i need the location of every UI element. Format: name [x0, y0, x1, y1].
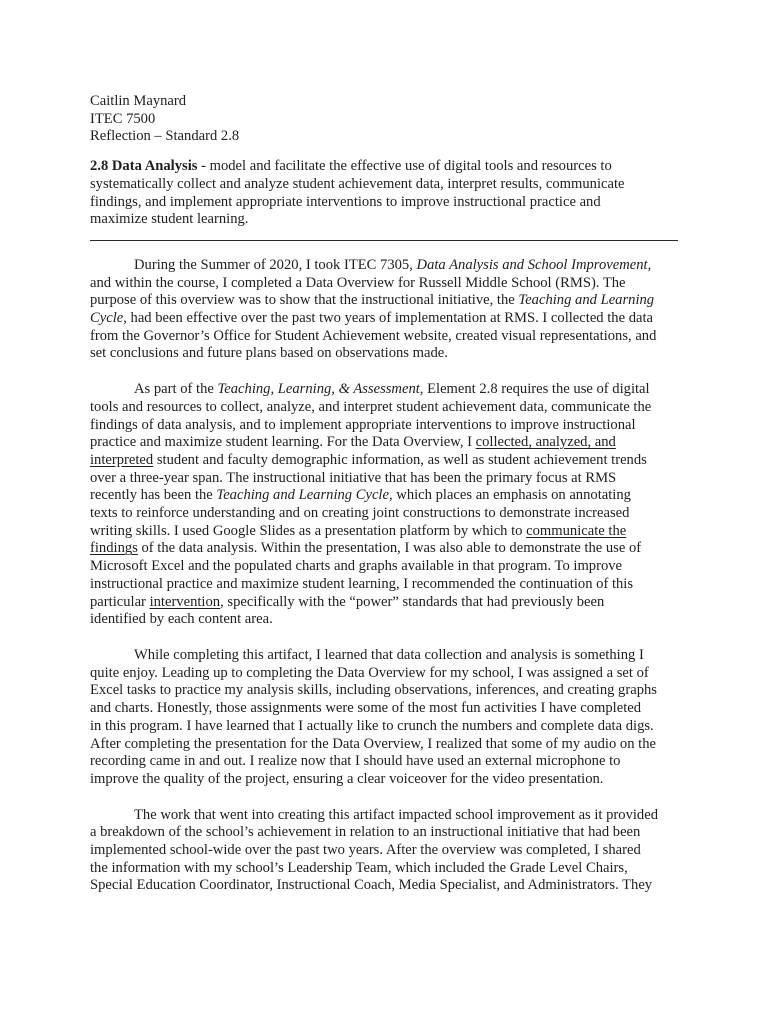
text-run: recording came in and out. I realize now that I should have used an external microphone to — [90, 753, 621, 770]
italic-text: Teaching and Learning Cycle, — [216, 487, 393, 504]
text-line — [90, 381, 678, 399]
text-line — [90, 842, 678, 860]
text-run: quite enjoy. Leading up to completing the Data Overview for my school, I was assigned a set of — [90, 664, 649, 681]
text-line — [90, 452, 678, 470]
standard-text: - model and facilitate the effective use of digital tools and resources to — [197, 158, 612, 175]
italic-text: Teaching, Learning, & Assessment, — [217, 381, 424, 398]
text-run: in this program. I have learned that I actually like to crunch the numbers and complete data digs. — [90, 717, 654, 734]
text-line — [90, 505, 678, 523]
text-line — [90, 594, 678, 612]
text-run: The work that went into creating this artifact impacted school improvement as it provided — [134, 806, 659, 823]
text-line — [90, 877, 678, 895]
text-line — [90, 718, 678, 736]
paragraph-summary — [90, 257, 678, 363]
text-line — [90, 292, 678, 310]
text-line — [90, 647, 678, 665]
text-run: Excel tasks to practice my analysis skills, including observations, inferences, and creating graphs — [90, 682, 657, 699]
text-run: , specifically with the “power” standards that had previously been — [220, 593, 605, 610]
underlined-text: findings — [90, 540, 138, 557]
standard-line — [90, 158, 678, 176]
standard-definition — [90, 158, 678, 229]
text-line — [90, 682, 678, 700]
text-line — [90, 558, 678, 576]
text-line — [90, 275, 678, 293]
text-line — [90, 257, 678, 275]
document-content — [90, 93, 678, 895]
text-run: , had been effective over the past two years of implementation at RMS. I collected the data — [123, 310, 654, 327]
text-line — [90, 576, 678, 594]
text-run: which places an emphasis on annotating — [392, 487, 631, 504]
standard-line: maximize student learning. — [90, 211, 249, 228]
text-line — [90, 611, 678, 629]
course-code: ITEC 7500 — [90, 110, 156, 127]
text-run: of the data analysis. Within the presentation, I was also able to demonstrate the use of — [137, 540, 642, 557]
text-run: tools and resources to collect, analyze, and interpret student achievement data, communicate the — [90, 398, 652, 415]
text-line — [90, 417, 678, 435]
text-run: Element 2.8 requires the use of digital — [423, 381, 650, 398]
text-line — [90, 523, 678, 541]
text-run: instructional practice and maximize student learning, I recommended the continuation of this — [90, 575, 634, 592]
italic-text: Cycle — [90, 310, 124, 327]
text-line — [90, 328, 678, 346]
text-run: and within the course, I completed a Data Overview for Russell Middle School (RMS). The — [90, 274, 626, 291]
text-line — [90, 310, 678, 328]
author-name: Caitlin Maynard — [90, 93, 187, 109]
underlined-text: interpreted — [90, 451, 154, 468]
standard-line: systematically collect and analyze student achievement data, interpret results, communicate — [90, 175, 625, 192]
text-run: and charts. Honestly, those assignments were some of the most fun activities I have completed — [90, 700, 642, 717]
text-run: While completing this artifact, I learned that data collection and analysis is something I — [134, 646, 644, 663]
text-line — [90, 399, 678, 417]
text-line — [90, 434, 678, 452]
text-run: recently has been the — [90, 487, 217, 504]
underlined-text: communicate the — [526, 522, 627, 539]
section-divider — [90, 240, 678, 241]
text-line — [90, 345, 678, 363]
text-line — [90, 860, 678, 878]
text-line — [90, 665, 678, 683]
text-run: writing skills. I used Google Slides as a presentation platform by which to — [90, 522, 527, 539]
document-title: Reflection – Standard 2.8 — [90, 128, 240, 145]
text-run: the information with my school’s Leadership Team, which included the Grade Level Chairs, — [90, 859, 628, 876]
underlined-text: collected, analyzed, and — [475, 434, 616, 451]
paragraph-impact — [90, 807, 678, 896]
text-line — [90, 753, 678, 771]
text-line — [90, 470, 678, 488]
standard-line: findings, and implement appropriate interventions to improve instructional practice and — [90, 193, 601, 210]
italic-text: Teaching and Learning — [518, 292, 655, 309]
text-run: During the Summer of 2020, I took ITEC 7305, — [134, 256, 417, 273]
text-run: As part of the — [134, 381, 218, 398]
text-run: set conclusions and future plans based on observations made. — [90, 345, 448, 362]
standard-label: 2.8 Data Analysis — [90, 158, 198, 175]
text-run: , — [647, 256, 652, 273]
text-line — [90, 700, 678, 718]
text-line — [90, 487, 678, 505]
paragraph-element-description — [90, 381, 678, 629]
text-run: texts to reinforce understanding and on creating joint constructions to demonstrate increased — [90, 505, 630, 522]
text-run: student and faculty demographic information, as well as student achievement trends — [153, 451, 647, 468]
text-line — [90, 807, 678, 825]
document-header — [90, 93, 678, 146]
italic-text: Data Analysis and School Improvement — [416, 256, 648, 273]
paragraph-learning — [90, 647, 678, 789]
text-run: findings of data analysis, and to implement appropriate interventions to improve instructional — [90, 416, 636, 433]
text-run: purpose of this overview was to show that the instructional initiative, the — [90, 292, 519, 309]
text-run: Special Education Coordinator, Instructional Coach, Media Specialist, and Administrators. They — [90, 877, 653, 894]
text-run: from the Governor’s Office for Student Achievement website, created visual representations, and — [90, 327, 657, 344]
text-run: Microsoft Excel and the populated charts and graphs available in that program. To improve — [90, 558, 623, 575]
text-run: identified by each content area. — [90, 611, 273, 628]
underlined-text: intervention — [149, 593, 221, 610]
text-run: implemented school-wide over the past two years. After the overview was completed, I shared — [90, 842, 641, 859]
text-run: After completing the presentation for the Data Overview, I realized that some of my audio on the — [90, 735, 656, 752]
text-run: particular — [90, 593, 150, 610]
text-run: a breakdown of the school’s achievement in relation to an instructional initiative that had been — [90, 824, 641, 841]
text-line — [90, 824, 678, 842]
text-line — [90, 736, 678, 754]
text-run: over a three-year span. The instructional initiative that has been the primary focus at RMS — [90, 469, 617, 486]
text-line — [90, 540, 678, 558]
text-run: practice and maximize student learning. For the Data Overview, I — [90, 434, 476, 451]
text-run: improve the quality of the project, ensuring a clear voiceover for the video presentation. — [90, 770, 604, 787]
text-line — [90, 771, 678, 789]
